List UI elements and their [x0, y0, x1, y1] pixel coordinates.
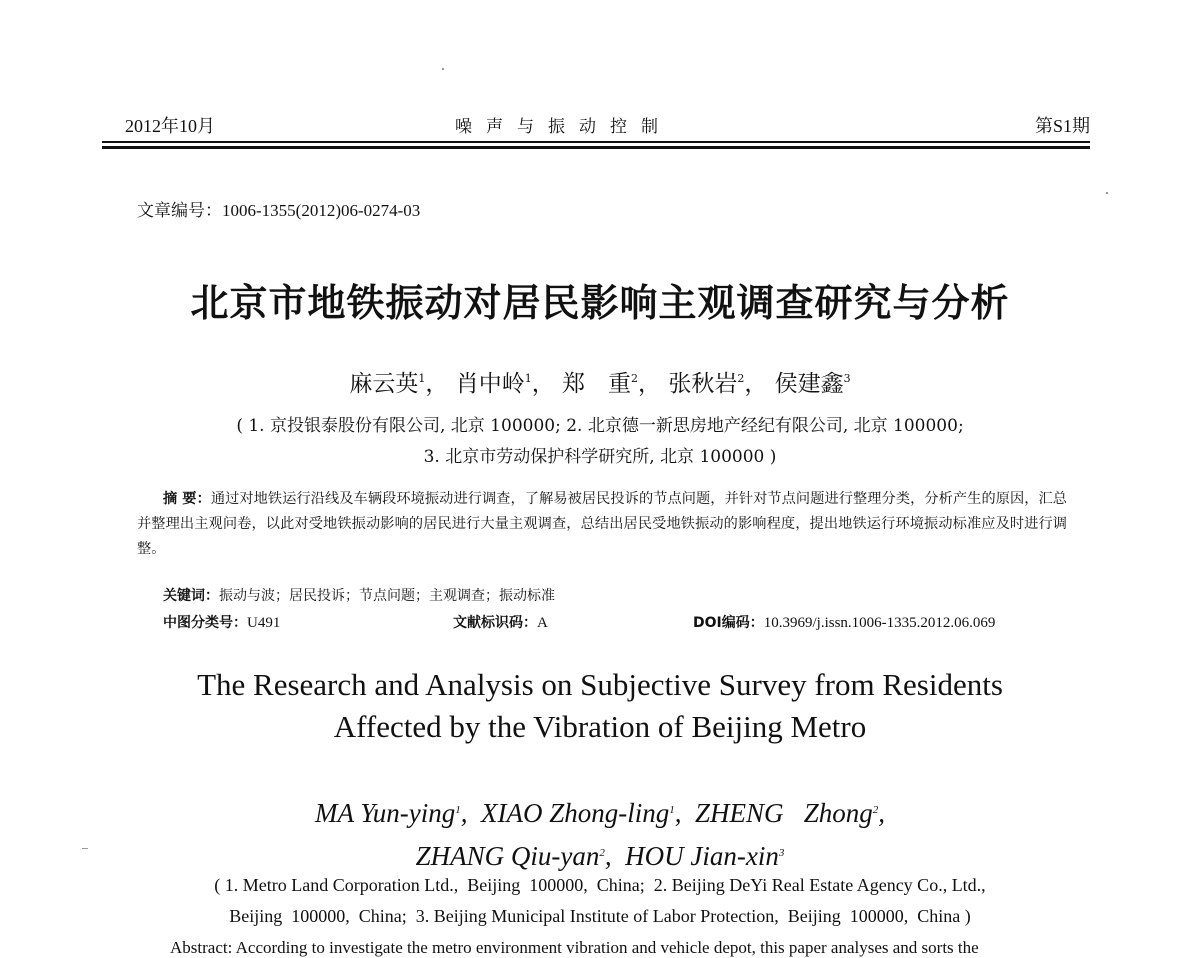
author-name: 张秋岩 [668, 371, 738, 397]
author-name: ZHENG Zhong [694, 798, 873, 828]
affiliation-mark: 2 [631, 372, 638, 385]
issue-number: 第S1期 [1034, 116, 1090, 136]
affiliation-mark: 1 [669, 804, 675, 816]
scan-speck [1106, 192, 1108, 194]
affiliation-mark: 2 [599, 847, 605, 859]
document-code-value: A [537, 615, 548, 631]
document-code-label: 文献标识码： [453, 615, 537, 631]
authors-english [0, 790, 1200, 876]
title-english-line-2: Affected by the Vibration of Beijing Metro [333, 709, 867, 744]
authors-english-line-1: MA Yun-ying$^1$, XIAO Zhong-ling$^1$, ZHENG Zhong$^2$, [314, 798, 886, 828]
title-english [0, 664, 1200, 748]
affiliation-mark: 1 [524, 372, 532, 385]
keywords-text: 振动与波；居民投诉；节点问题；主观调查；振动标准 [219, 588, 555, 604]
abstract-english-text: Abstract: According to investigate the metro environment vibration and vehicle depot, this paper analyses and sorts the [170, 938, 979, 957]
title-english-line-1: The Research and Analysis on Subjective Survey from Residents [197, 667, 1003, 702]
affiliations-chinese-line-1: ( 1. 京投银泰股份有限公司, 北京 100000; 2. 北京德一新思房地产经纪有限公司, 北京 100000; [236, 416, 964, 436]
keywords-label: 关键词： [163, 588, 219, 604]
affiliations-chinese-line-2: 3. 北京市劳动保护科学研究所, 北京 100000 ) [423, 447, 777, 467]
clc-code [163, 612, 280, 632]
title-chinese: 北京市地铁振动对居民影响主观调查研究与分析 [190, 281, 1010, 325]
affiliation-mark: 2 [872, 804, 879, 816]
affiliations-english-line-1: ( 1. Metro Land Corporation Ltd., Beijing 100000, China; 2. Beijing DeYi Real Estate Agency Co., Ltd., [214, 875, 986, 895]
article-number: 文章编号：1006-1355(2012)06-0274-03 [137, 201, 421, 220]
affiliation-mark: 2 [737, 372, 745, 385]
author-name: 郑 重 [562, 371, 631, 397]
doi-label: DOI编码： [693, 615, 764, 631]
running-header [125, 112, 1090, 142]
document-code [453, 612, 548, 632]
author-name: 麻云英 [349, 371, 419, 397]
author-name: 肖中岭 [455, 371, 525, 397]
journal-name: 噪声与振动控制 [455, 117, 672, 137]
clc-label: 中图分类号： [163, 615, 247, 631]
clc-value: U491 [247, 615, 281, 631]
affiliations-english [0, 870, 1200, 932]
abstract-label: 摘 要： [163, 491, 211, 507]
abstract-text: 通过对地铁运行沿线及车辆段环境振动进行调查，了解易被居民投诉的节点问题，并针对节点问题进行整理分类，分析产生的原因，汇总并整理出主观问卷，以此对受地铁振动影响的居民进行大量主观调查，总结出居民受地铁振动的影响程度，提出地铁运行环境振动标准应及时进行调整。 [137, 491, 1067, 557]
doi-value: 10.3969/j.issn.1006-1335.2012.06.069 [763, 615, 996, 631]
scan-speck [82, 848, 88, 849]
authors-english-line-2: ZHANG Qiu-yan$^2$, HOU Jian-xin$^3$ [415, 841, 785, 871]
affiliation-mark: 1 [455, 804, 461, 816]
author-name: HOU Jian-xin [625, 841, 779, 871]
doi [693, 612, 995, 632]
author-name: XIAO Zhong-ling [480, 798, 670, 828]
author-name: MA Yun-ying [314, 798, 456, 828]
abstract-chinese [137, 487, 1067, 562]
authors-chinese: 麻云英$^1$， 肖中岭$^1$， 郑 重$^2$， 张秋岩$^2$， 侯建鑫$^3$ [349, 371, 851, 397]
affiliation-mark: 3 [843, 372, 851, 385]
affiliation-mark: 1 [418, 372, 426, 385]
header-rule-thin [102, 141, 1090, 143]
affiliation-mark: 3 [778, 847, 785, 859]
abstract-english-partial [170, 938, 1070, 957]
classification-row [163, 612, 1053, 636]
author-name: ZHANG Qiu-yan [415, 841, 600, 871]
scan-speck [442, 68, 444, 70]
author-name: 侯建鑫 [774, 371, 844, 397]
affiliations-english-line-2: Beijing 100000, China; 3. Beijing Municipal Institute of Labor Protection, Beijing 100000, China ) [229, 906, 971, 926]
keywords-chinese [163, 585, 555, 605]
issue-date: 2012年10月 [125, 116, 215, 136]
header-rule-thick [102, 146, 1090, 149]
